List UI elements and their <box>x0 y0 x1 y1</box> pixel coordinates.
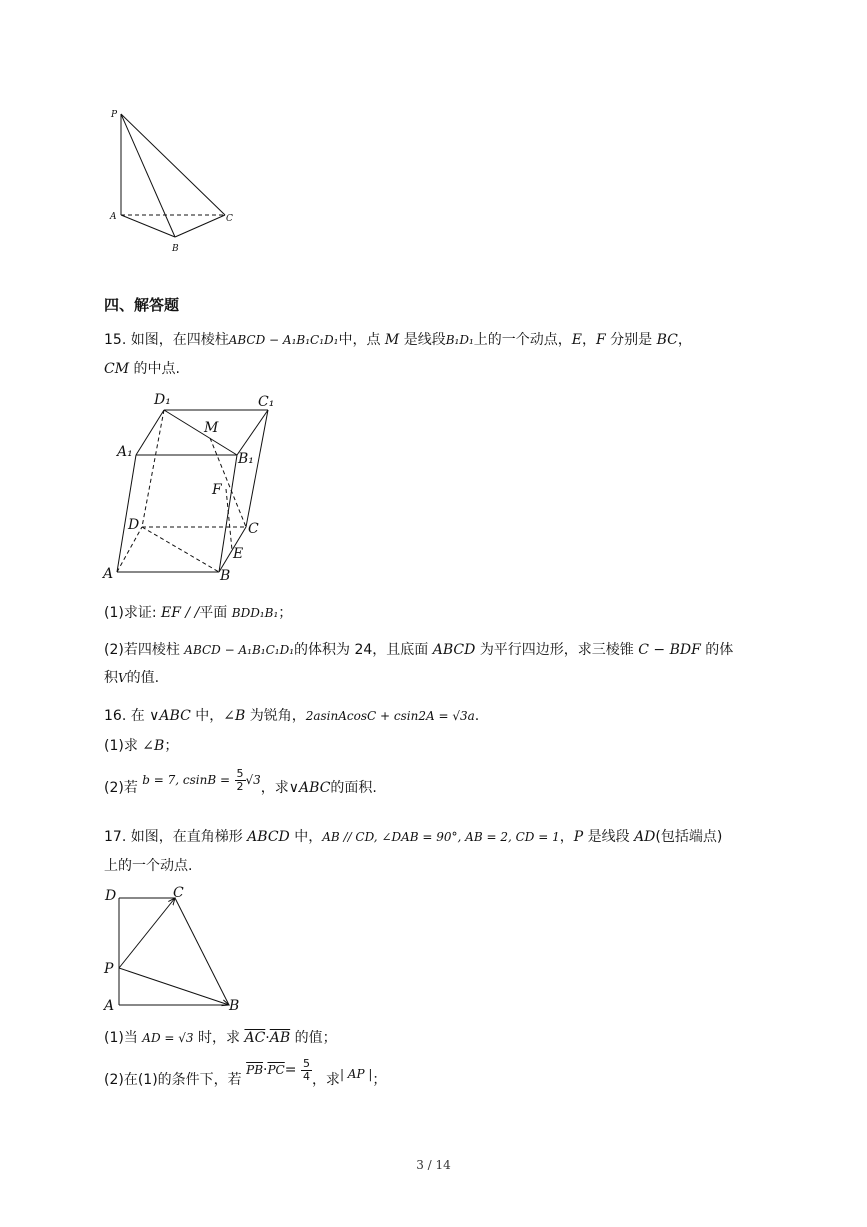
q17-line1 <box>104 827 722 847</box>
q16-p2-fraction <box>235 768 246 793</box>
q17-p1-label: (1)当 <box>104 1030 138 1046</box>
q15-p1-ef: EF / / <box>161 605 200 621</box>
q15-text: ； <box>278 605 293 621</box>
q15-text: 是线段 <box>403 332 446 348</box>
fig3-label-p: P <box>104 961 114 977</box>
q16-part1 <box>104 736 178 756</box>
q17-text: ，求 <box>311 1072 340 1088</box>
q15-part2-line2 <box>104 668 159 688</box>
q16-text: 为锐角， <box>249 708 306 724</box>
fig2-label-d: D <box>128 517 140 533</box>
pyramid-figure <box>105 100 245 260</box>
q17-vector-pc: $\overline{PC}$ <box>267 1063 285 1077</box>
q15-text: 如图，在四棱柱 <box>130 332 229 348</box>
q15-p2-cbdf: C − BDF <box>638 642 701 658</box>
q15-p1-label: (1)求证: <box>104 605 157 621</box>
q15-segment: B₁D₁ <box>445 333 474 347</box>
section-heading: 四、解答题 <box>104 296 180 314</box>
q15-text: 的体积为 24，且底面 <box>294 642 429 658</box>
q16-p2-label: (2)若 <box>104 780 138 796</box>
q17-text: 时，求 <box>198 1030 241 1046</box>
q16-text: 的面积. <box>330 780 377 796</box>
q17-vector-ap: | AP | <box>339 1067 373 1081</box>
q15-line1 <box>104 330 692 350</box>
fig1-label-b: B <box>172 244 179 254</box>
fig2-label-a: A <box>103 566 114 582</box>
page-number: 3 / 14 <box>416 1158 451 1172</box>
q16-p2-eq: b = 7, csinB = <box>142 773 231 787</box>
q15-p2-label: (2)若四棱柱 <box>104 642 180 658</box>
q16-text: ，求 <box>260 780 289 796</box>
fig1-label-a: A <box>110 212 117 222</box>
q16-p1-label: (1)求 <box>104 738 138 754</box>
q17-ad: AD <box>634 829 656 845</box>
q17-point-p: P <box>573 829 584 845</box>
fig3-label-c: C <box>173 885 184 901</box>
fraction-numerator: 5 <box>236 766 244 780</box>
q15-bc: BC <box>656 332 678 348</box>
q17-text: 的值； <box>294 1030 337 1046</box>
q15-text: ， <box>677 332 692 348</box>
q16-text: ； <box>164 738 179 754</box>
q15-text: 为平行四边形，求三棱锥 <box>479 642 634 658</box>
q17-text: 上的一个动点. <box>104 858 193 874</box>
q16-text: 中， <box>195 708 224 724</box>
fig2-label-b1: B₁ <box>238 451 254 467</box>
q15-line2 <box>104 359 180 379</box>
fig2-label-d1: D₁ <box>154 392 171 408</box>
q16-angle: ∠B <box>223 708 246 724</box>
q15-p2-abcd: ABCD <box>432 642 476 658</box>
q17-abcd: ABCD <box>247 829 290 845</box>
fig1-label-c: C <box>226 214 233 224</box>
q16-triangle: ∨ABC <box>149 708 191 724</box>
q16-part2 <box>104 768 377 808</box>
q16-text: . <box>474 708 480 724</box>
q15-point-f: F <box>596 332 606 348</box>
q15-p1-plane-name: BDD₁B₁ <box>231 606 279 620</box>
q16-equation: 2asinAcosC + csin2A = √3a <box>305 709 475 723</box>
q15-text: ， <box>582 332 596 348</box>
q16-p2-triangle: ∨ABC <box>288 780 331 796</box>
q17-text: ； <box>372 1072 387 1088</box>
q17-p1-eq: AD = √3 <box>142 1031 194 1045</box>
fig2-label-b: B <box>220 568 231 584</box>
fraction-numerator: 5 <box>302 1056 310 1070</box>
fig2-label-c1: C₁ <box>258 394 275 410</box>
q15-text: 上的一个动点， <box>473 332 572 348</box>
q15-part2-line1 <box>104 640 733 660</box>
q15-p1-plane: 平面 <box>199 605 228 621</box>
q15-text: 的中点. <box>133 361 180 377</box>
q15-text: 的值. <box>126 670 160 686</box>
q17-abs-ap <box>340 1067 372 1081</box>
q16-number: 16. <box>104 708 127 724</box>
fig2-label-a1: A₁ <box>117 444 133 460</box>
q16-p2-root: √3 <box>245 773 261 787</box>
trapezoid-figure <box>100 882 250 1017</box>
q15-number: 15. <box>104 332 127 348</box>
q17-conditions: AB // CD, ∠DAB = 90°, AB = 2, CD = 1 <box>322 830 560 844</box>
fig2-label-m: M <box>204 420 219 436</box>
fig3-label-d: D <box>105 888 117 904</box>
q17-text: 是线段 <box>587 829 630 845</box>
q15-point-m: M <box>384 332 400 348</box>
q15-text: 分别是 <box>610 332 653 348</box>
q17-vector-ab: $\overline{AB}$ <box>269 1030 291 1046</box>
q15-text: 的体 <box>705 642 734 658</box>
fig2-label-e: E <box>233 546 244 562</box>
q17-dot: · <box>263 1062 268 1078</box>
fig2-label-c: C <box>248 521 259 537</box>
q15-text: 中，点 <box>338 332 381 348</box>
q15-point-e: E <box>571 332 582 348</box>
q17-text: ， <box>559 829 574 845</box>
q17-vector-pb: $\overline{PB}$ <box>246 1063 264 1077</box>
q15-cm: CM <box>104 361 130 377</box>
q16-line1 <box>104 706 479 726</box>
fig1-label-p: P <box>111 110 118 120</box>
q16-p1-angle: ∠B <box>142 738 165 754</box>
fig2-label-f: F <box>212 482 222 498</box>
q17-text: (包括端点) <box>655 829 723 845</box>
q15-p2-v: V <box>118 671 127 685</box>
q17-equals: = <box>284 1062 297 1078</box>
q17-text: 如图，在直角梯形 <box>130 829 243 845</box>
q16-text: 在 <box>130 708 145 724</box>
q17-text: 中， <box>294 829 323 845</box>
q17-part2 <box>104 1056 387 1100</box>
q15-p2-prism: ABCD − A₁B₁C₁D₁ <box>184 643 295 657</box>
q17-line2 <box>104 856 192 876</box>
fraction-denominator: 2 <box>236 779 244 793</box>
q17-p2-label: (2)在(1)的条件下，若 <box>104 1072 242 1088</box>
prism-figure <box>100 388 290 588</box>
q17-dot: · <box>265 1030 270 1046</box>
q17-part1 <box>104 1028 337 1048</box>
q17-vector-ac: $\overline{AC}$ <box>244 1030 266 1046</box>
q15-prism: ABCD − A₁B₁C₁D₁ <box>228 333 339 347</box>
q15-text: 积 <box>104 670 118 686</box>
q17-p2-fraction <box>301 1058 312 1083</box>
q15-part1 <box>104 603 292 623</box>
fig3-label-b: B <box>229 998 240 1014</box>
q17-number: 17. <box>104 829 127 845</box>
fraction-denominator: 4 <box>302 1069 310 1083</box>
fig3-label-a: A <box>104 998 115 1014</box>
